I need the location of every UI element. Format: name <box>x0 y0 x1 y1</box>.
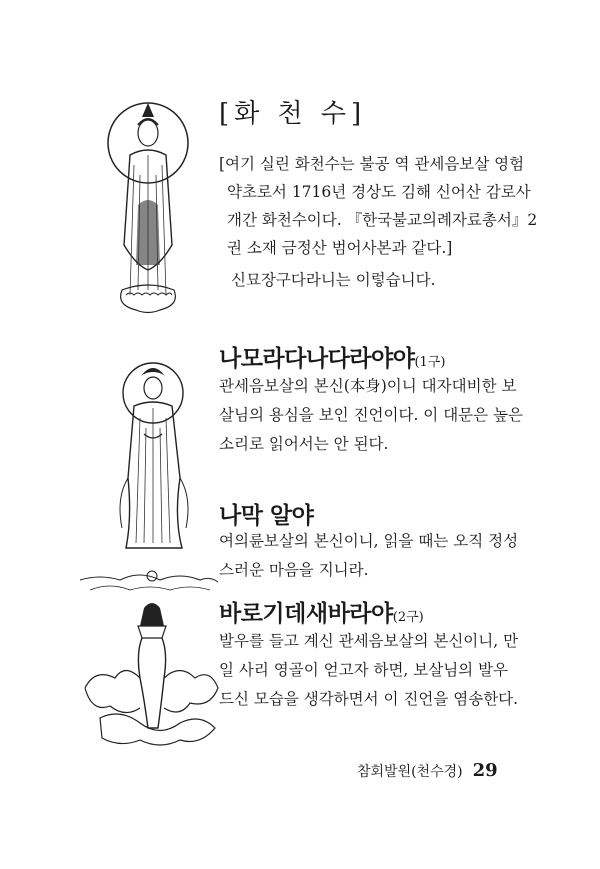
running-title: 참회발원(천수경) <box>357 764 463 780</box>
mantra-explanation-3 <box>219 627 518 714</box>
body-line: 소리로 읽어서는 안 된다. <box>219 435 389 453</box>
intro-line: 약초로서 1716년 경상도 김해 신어산 감로사 <box>227 183 531 201</box>
body-line: 살님의 용심을 보인 진언이다. 이 대문은 높은 <box>219 406 524 424</box>
mantra-heading-2 <box>219 497 313 530</box>
verse-ref: (1구) <box>414 355 446 370</box>
alms-bowl-hand-illustration <box>80 568 220 753</box>
mantra-explanation-1 <box>219 372 523 459</box>
body-line: 일 사리 영골이 얻고자 하면, 보살님의 발우 <box>219 661 509 679</box>
page-title: [화 천 수] <box>219 99 367 129</box>
page-footer <box>357 760 498 781</box>
intro-note: 신묘장구다라니는 이렇습니다. <box>231 271 436 289</box>
body-line: 여의륜보살의 본신이니, 읽을 때는 오직 정성 <box>219 532 519 550</box>
intro-paragraph <box>219 150 538 262</box>
intro-line: 개간 화천수이다. 『한국불교의례자료총서』2 <box>227 211 538 229</box>
body-line: 스러운 마음을 지니라. <box>219 561 369 579</box>
mantra-heading-3 <box>219 595 424 628</box>
mantra-text: 나모라다나다라야야 <box>219 346 415 372</box>
page-number: 29 <box>472 760 498 781</box>
intro-line: [여기 실린 화천수는 불공 역 관세음보살 영험 <box>219 155 525 173</box>
body-line: 드신 모습을 생각하면서 이 진언을 염송한다. <box>219 690 519 708</box>
body-line: 발우를 들고 계신 관세음보살의 본신이니, 만 <box>219 632 519 650</box>
mantra-text: 나막 알야 <box>219 503 314 529</box>
mantra-explanation-2 <box>219 527 518 585</box>
intro-line: 권 소재 금정산 범어사본과 같다.] <box>227 239 453 257</box>
mantra-text: 바로기데새바라야 <box>219 601 393 627</box>
guanyin-illustration <box>108 358 203 558</box>
verse-ref: (2구) <box>392 610 424 625</box>
standing-bodhisattva-illustration <box>100 95 195 320</box>
body-line: 관세음보살의 본신(本身)이니 대자대비한 보 <box>219 377 517 395</box>
mantra-heading-1 <box>219 340 445 373</box>
